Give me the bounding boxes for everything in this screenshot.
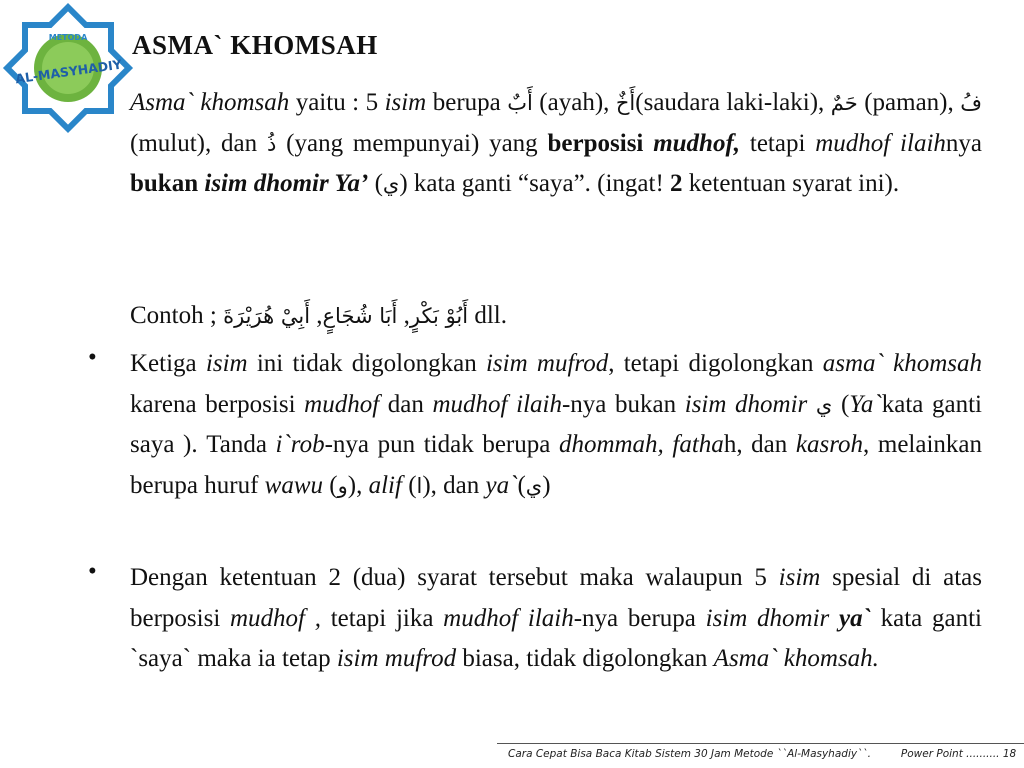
bullet-paragraph-2: Dengan ketentuan 2 (dua) syarat tersebut maka walaupun 5 isim spesial di atas berposisi mudhof , tetapi jika mudhof ilaih-nya berupa isim dhomir ya` kata ganti `saya` maka ia tetap isim mufrod biasa, tidak digolongkan Asma` khomsah. [130,564,982,672]
footer-page: Power Point .......... 18 [900,748,1017,760]
bullet-marker: • [88,344,97,371]
footer-divider [497,743,1024,744]
footer-text: Cara Cepat Bisa Baca Kitab Sistem 30 Jam Metode ``Al-Masyhadiy``. [508,748,871,760]
bullet-marker: • [88,558,97,585]
metoda-al-masyhadiy-logo [2,2,134,134]
bullet-paragraph-1: Ketiga isim ini tidak digolongkan isim mufrod, tetapi digolongkan asma` khomsah karena berposisi mudhof dan mudhof ilaih-nya bukan isim dhomir ي (Ya`kata ganti saya ). Tanda i`rob-nya pun tidak berupa dhommah, fathah, dan kasroh, melainkan berupa huruf wawu (و), alif (ا), dan ya`(ي) [130,350,982,499]
definition-paragraph: Asma` khomsah yaitu : 5 isim berupa أَبٌ (ayah), أَخٌ(saudara laki-laki), حَمٌ (paman), فُ (mulut), dan ذُ (yang mempunyai) yang berposisi mudhof, tetapi mudhof ilaihnya bukan isim dhomir Ya’ (ي) kata ganti “saya”. (ingat! 2 ketentuan syarat ini). [130,89,983,197]
logo-name-text: AL-MASYHADIY [14,56,123,87]
logo-top-text: METODA [48,33,88,42]
slide-title: ASMA` KHOMSAH [132,30,378,60]
footer [508,748,1016,760]
example-line: Contoh ; أَبُوْ بَكْرٍ, أَبَا شُجَاعٍ, أَبِيْ هُرَيْرَةَ dll. [130,302,508,329]
